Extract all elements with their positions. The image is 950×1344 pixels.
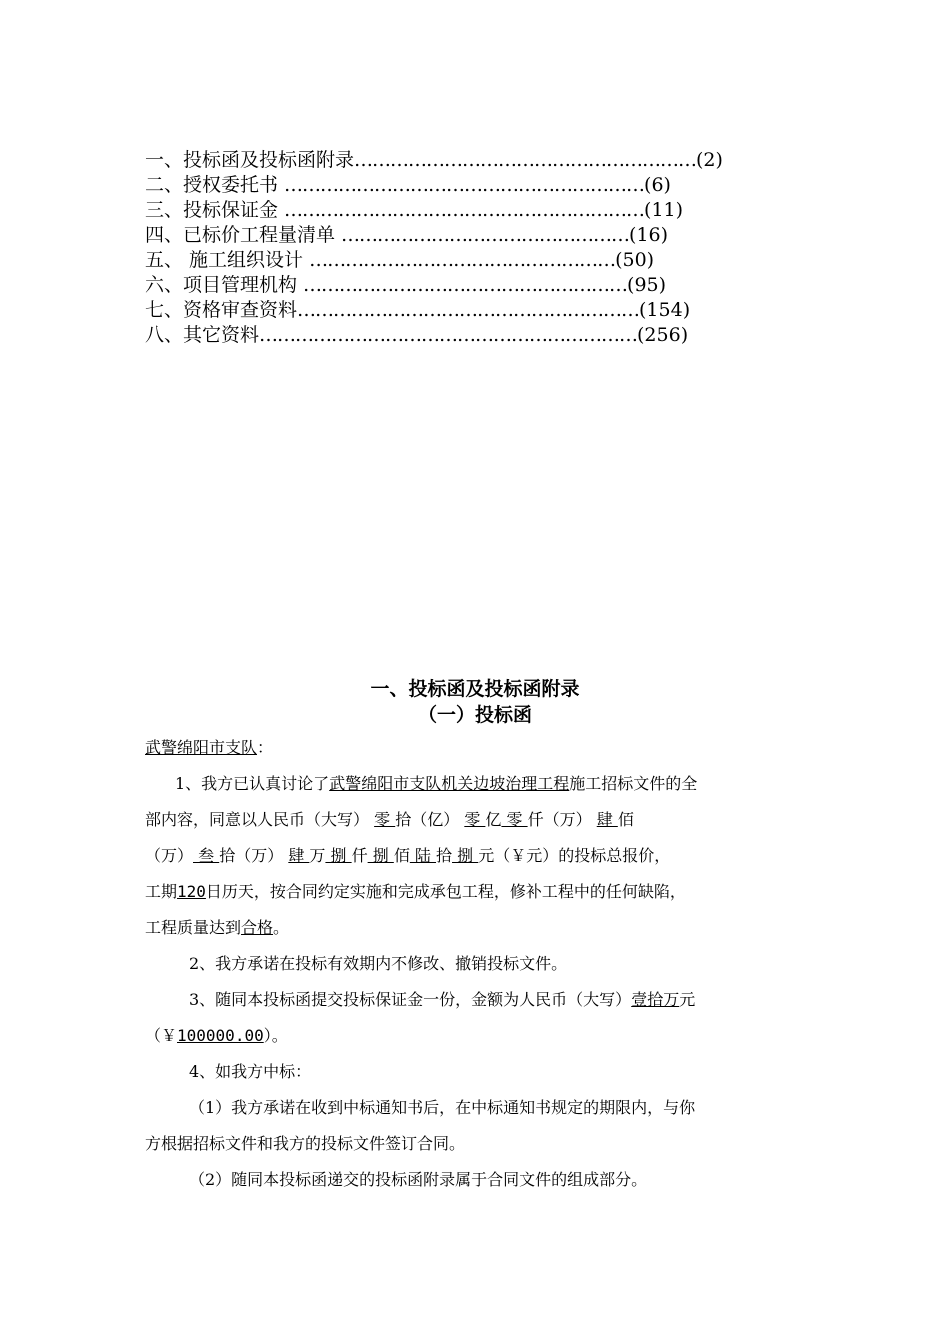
unit: 佰 <box>617 810 634 829</box>
paragraph-3-line-1 <box>145 988 815 1024</box>
quality-level: 合格 <box>241 918 274 937</box>
toc-label: 二、授权委托书 <box>145 174 285 196</box>
toc-entry[interactable] <box>145 223 785 248</box>
amount-digit: 肆 <box>596 810 618 829</box>
toc-entry[interactable] <box>145 273 785 298</box>
toc-entry[interactable] <box>145 248 785 273</box>
amount-digit: 陆 <box>409 846 437 865</box>
toc-page-number: (256) <box>637 324 689 346</box>
unit: 元（￥元）的投标总报价， <box>478 846 671 865</box>
text: ）。 <box>263 1026 288 1045</box>
text: 工期 <box>145 882 178 901</box>
unit: 拾 <box>436 846 453 865</box>
unit: 亿 <box>485 810 502 829</box>
text: 3、随同本投标函提交投标保证金一份，金额为人民币（大写） <box>189 990 632 1009</box>
toc-leader: ………………………………………………… <box>297 299 640 321</box>
paragraph-1-line-5 <box>145 916 815 952</box>
unit: 拾（亿） <box>395 810 460 829</box>
addressee-line <box>145 736 815 772</box>
toc-entry[interactable] <box>145 173 785 198</box>
paragraph-1-line-3 <box>145 844 815 880</box>
addressee: 武警绵阳市支队 <box>145 738 258 757</box>
toc-entry[interactable] <box>145 298 785 323</box>
toc-page-number: (16) <box>629 224 669 246</box>
bond-amount-words: 壹拾万 <box>631 990 680 1009</box>
amount-digit: 肆 <box>288 846 310 865</box>
text: 部内容，同意以人民币（大写） <box>145 810 370 829</box>
duration-days: 120 <box>177 882 206 901</box>
unit: 仟（万） <box>527 810 592 829</box>
paragraph-4-1-line-1: （1）我方承诺在收到中标通知书后，在中标通知书规定的期限内，与你 <box>189 1098 696 1117</box>
paragraph-4-2: （2）随同本投标函递交的投标函附录属于合同文件的组成部分。 <box>189 1170 648 1189</box>
amount-digit: 零 <box>464 810 486 829</box>
unit: 仟 <box>351 846 368 865</box>
table-of-contents <box>145 148 785 348</box>
bond-amount-number: 100000.00 <box>177 1026 264 1045</box>
toc-label: 八、其它资料 <box>145 324 260 346</box>
text: 1、我方已认真讨论了 <box>175 774 330 793</box>
amount-digit: 捌 <box>367 846 394 865</box>
text: 。 <box>273 918 290 937</box>
amount-digit: 零 <box>374 810 396 829</box>
text: 日历天，按合同约定实施和完成承包工程，修补工程中的任何缺陷， <box>205 882 686 901</box>
toc-leader: ………………………………………… <box>341 224 630 246</box>
unit: 拾（万） <box>219 846 284 865</box>
toc-leader: ……………………………………………………… <box>259 324 638 346</box>
text: 施工招标文件的全 <box>569 774 698 793</box>
amount-digit: 捌 <box>452 846 479 865</box>
toc-label: 七、资格审查资料 <box>145 299 298 321</box>
project-name: 武警绵阳市支队机关边坡治理工程 <box>329 774 570 793</box>
toc-entry[interactable] <box>145 198 785 223</box>
amount-digit: 零 <box>501 810 528 829</box>
toc-page-number: (11) <box>644 199 684 221</box>
toc-label: 五、 施工组织设计 <box>145 249 310 271</box>
toc-label: 三、投标保证金 <box>145 199 285 221</box>
paragraph-4-1-line-2: 方根据招标文件和我方的投标文件签订合同。 <box>145 1134 466 1153</box>
toc-leader: …………………………………………………… <box>284 174 645 196</box>
toc-page-number: (154) <box>639 299 691 321</box>
toc-entry[interactable] <box>145 323 785 348</box>
paragraph-1-line-4 <box>145 880 815 916</box>
unit: 万 <box>309 846 326 865</box>
toc-leader: ………………………………………………… <box>354 149 697 171</box>
paragraph-3-line-2 <box>145 1024 815 1060</box>
subsection-heading: （一）投标函 <box>417 704 532 726</box>
text: （万） <box>145 846 194 865</box>
toc-leader: ……………………………………………… <box>303 274 628 296</box>
paragraph-1-line-1 <box>145 772 815 808</box>
paragraph-2: 2、我方承诺在投标有效期内不修改、撤销投标文件。 <box>189 954 568 973</box>
addressee-colon: ： <box>257 738 274 757</box>
unit: 佰 <box>393 846 410 865</box>
amount-digit: 捌 <box>325 846 352 865</box>
toc-page-number: (6) <box>644 174 671 196</box>
toc-page-number: (2) <box>696 149 723 171</box>
toc-leader: …………………………………………………… <box>284 199 645 221</box>
toc-label: 四、已标价工程量清单 <box>145 224 342 246</box>
toc-entry[interactable] <box>145 148 785 173</box>
toc-page-number: (50) <box>615 249 655 271</box>
toc-label: 一、投标函及投标函附录 <box>145 149 355 171</box>
text: 元 <box>679 990 696 1009</box>
paragraph-1-line-2 <box>145 808 815 844</box>
amount-digit: 叁 <box>193 846 220 865</box>
section-heading: 一、投标函及投标函附录 <box>370 678 580 700</box>
toc-page-number: (95) <box>627 274 667 296</box>
toc-label: 六、项目管理机构 <box>145 274 304 296</box>
text: 工程质量达到 <box>145 918 242 937</box>
toc-leader: …………………………………………… <box>309 249 616 271</box>
text: （￥ <box>145 1026 178 1045</box>
paragraph-4: 4、如我方中标： <box>189 1062 312 1081</box>
letter-body <box>145 736 815 1204</box>
